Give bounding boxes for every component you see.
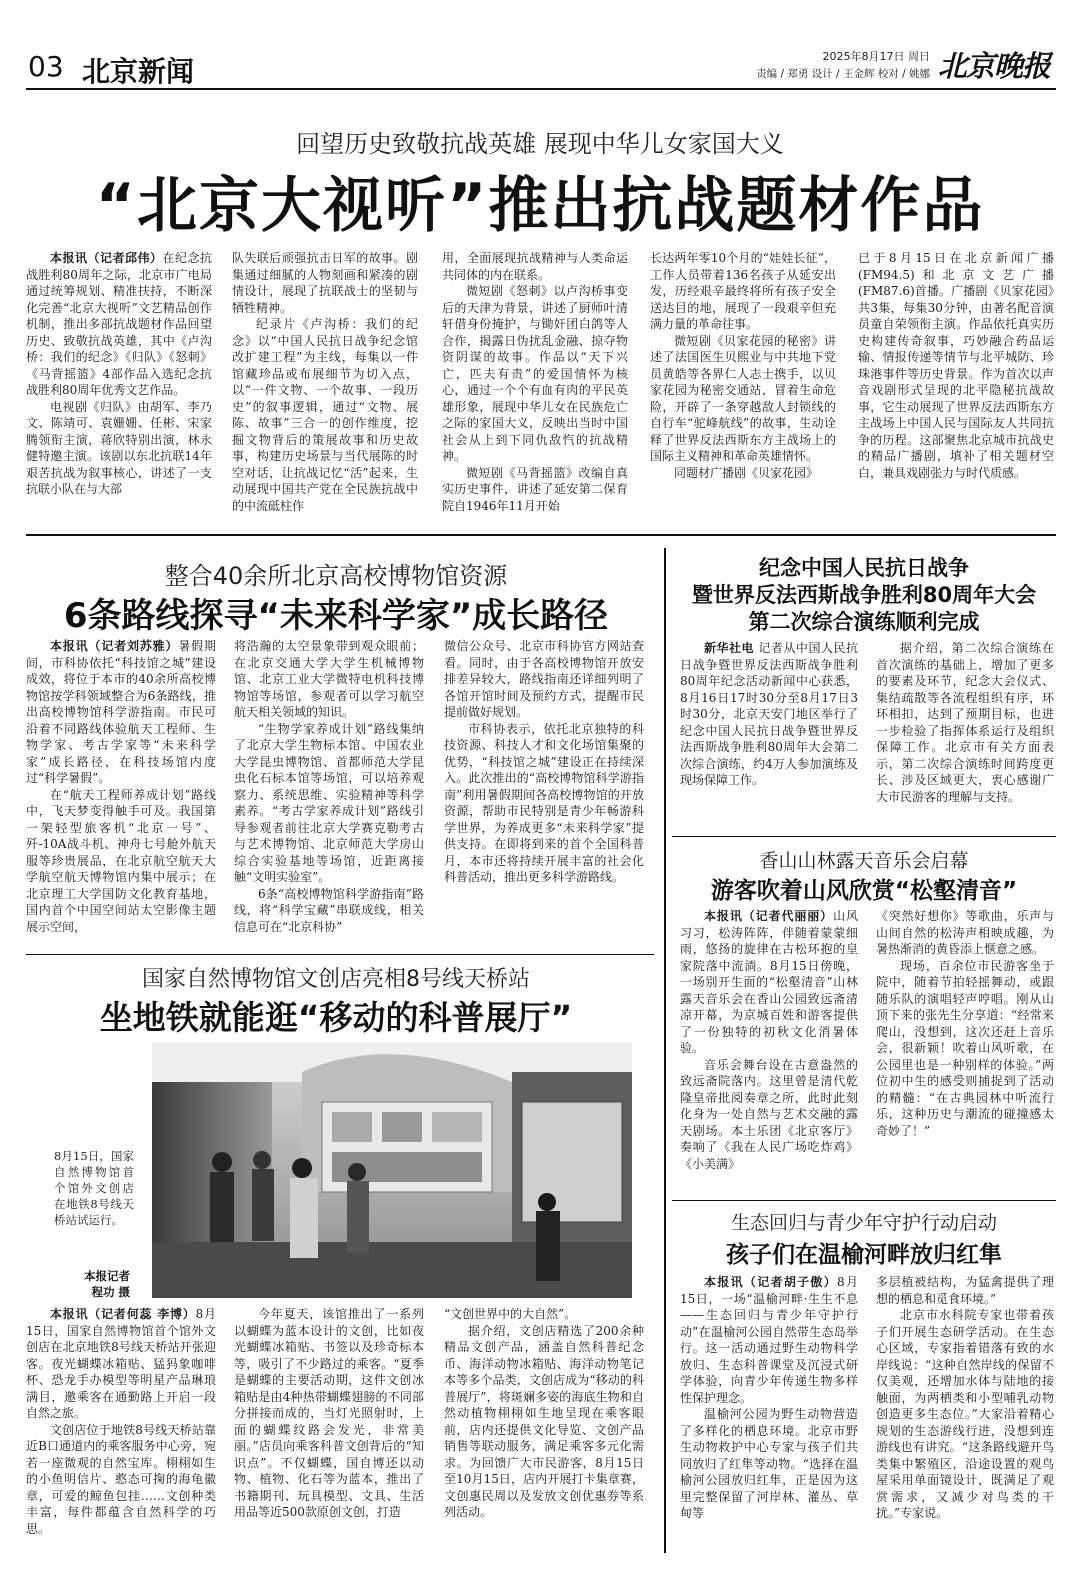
subway-shop-photo [152, 1042, 632, 1298]
article4-col3: “文创世界中的大自然”。 据介绍，文创店精选了200余种精品文创产品，涵盖自然科普纪念币、海洋动物冰箱贴、海洋动物笔记本等多个品类，文创店成为“移动的科普展厅”，将斑斓多姿的海底生物和自然动植物栩栩如生地呈现在乘客眼前，店内还提供文化导览、文创产品销售等联动服务，满足乘客多元化需求。为回馈广大市民游客，8月15日至10月15日，店内开展打卡集章赛，文创惠民周以及发放文创优惠券等系列活动。 [444, 1307, 644, 1519]
article3-col1: 新华社电 记者从中国人民抗日战争暨世界反法西斯战争胜利80周年纪念活动新闻中心获悉，8月16日17时30分至8月17日3时30分，北京天安门地区举行了纪念中国人民抗日战争暨世界反法西斯战争胜利80周年大会第二次综合演练，约4万人参加演练及现场保障工作。 [680, 641, 858, 787]
article2-col3: 微信公众号、北京市科协官方网站查看。同时，由于各高校博物馆开放安排差异较大，路线指南还详细列明了各馆开馆时间及预约方式，提醒市民提前做好规划。 市科协表示，依托北京独特的科技资源、科技人才和文化场馆集聚的优势，“科技馆之城”建设正在持续深入。此次推出的“高校博物馆科学游指南”利用暑假期间各高校博物馆的开放资源，帮助市民特别是青少年畅游科学世界，为养成更多“未来科学家”提供支持。在即将到来的首个全国科普月，本市还将持续开展丰富的社会化科普活动，推出更多科学游路线。 [444, 639, 644, 884]
article1-col3: 用，全面展现抗战精神与人类命运共同体的内在联系。 微短剧《怒刺》以卢沟桥事变后的天津为背景，讲述了厨师叶清轩借身份掩护，与锄奸团白鸽等人合作，揭露日伪扰乱金融、掠夺物资阴谋的故事。作品以“天下兴亡，匹夫有责”的爱国情怀为核心，通过一个个有血有肉的平民英雄形象，展现中华儿女在民族危亡之际的家国大义，反映出当时中国社会从上到下同仇敌忾的抗战精神。 微短剧《马背摇篮》改编自真实历史事件，讲述了延安第二保育院自1946年11月开始 [442, 251, 628, 513]
divider-a3 [672, 836, 1056, 837]
article3-col2: 据介绍，第二次综合演练在首次演练的基础上，增加了更多的要素及环节，纪念大会仪式、集结疏散等各流程组织有序，环环相扣，达到了预期目标，也进一步检验了指挥体系运行及组织保障工作。北京市有关方面表示，第二次综合演练时间跨度更长、涉及区域更大，衷心感谢广大市民游客的理解与支持。 [876, 641, 1054, 804]
article4-col1: 本报讯（记者何蕊 李博）8月15日，国家自然博物馆首个馆外文创店在北京地铁8号线天桥站开张迎客。夜光蝴蝶冰箱贴、猛犸象咖啡杯、恐龙手办模型等明星产品琳琅满目，邀乘客在通勤路上开启一段自然之旅。 文创店位于地铁8号线天桥站靠近B口通道内的乘客服务中心旁，宛若一座微观的自然宝库。栩栩如生的小鱼明信片、憨态可掬的海龟徽章，可爱的鲸鱼包挂……文创种类丰富，每件都蕴含自然科学的巧思。 [26, 1307, 216, 1536]
article2-lead: 本报讯（记者刘苏雅） [50, 639, 179, 653]
header-rule [26, 88, 1056, 90]
article4-headline: 坐地铁就能逛“移动的科普展厅” [99, 998, 573, 1037]
article3-title-line3: 第二次综合演练顺利完成 [748, 610, 980, 634]
article6-col2: 多层植被结构，为猛禽提供了理想的栖息和觅食环境。” 北京市水科院专家也带着孩子们开展生态研学活动。在生态心区域，专家指着错落有致的水岸线说：“这种自然岸线的保留不仅美观，还增加水体与陆地的接触面，为两栖类和小型哺乳动物创造更多生态位。”大家沿着精心规划的生态游线行进，没想到连游线也有讲究。“这条路线避开鸟类集中繁殖区，沿途设置的观鸟屋采用单面镜设计，既满足了观赏需求，又减少对鸟类的干扰。”专家说。 [876, 1275, 1054, 1520]
article5-col1: 本报讯（记者代丽丽）山风习习，松涛阵阵，伴随着蒙蒙细雨，悠扬的旋律在古松环抱的皇家院落中流淌。8月15日傍晚，一场别开生面的“松壑清音”山林露天音乐会在香山公园致远斋清凉开幕，为京城百姓和游客提供了一份独特的初秋文化消暑体验。 音乐会舞台设在古意盎然的致远斋院落内。这里曾是清代乾隆皇帝批阅奏章之所，此时此刻化身为一处自然与艺术交融的露天剧场。本土乐团《北京客厅》奏响了《我在人民广场吃炸鸡》《小美满》 [680, 909, 858, 1171]
issue-date: 2025年8月17日 周日 [822, 50, 930, 63]
article1-lead: 本报讯（记者邱伟） [50, 251, 163, 265]
article1-headline: “北京大视听”推出抗战题材作品 [95, 171, 985, 241]
photo-credit-name: 程功 摄 [91, 1285, 130, 1299]
article6-kicker: 生态回归与青少年守护行动启动 [730, 1212, 997, 1234]
article1-col2: 队失联后顽强抗击日军的故事。剧集通过细腻的人物刻画和紧凑的剧情设计，展现了抗联战士的坚韧与牺牲精神。 纪录片《卢沟桥：我们的纪念》以“中国人民抗日战争纪念馆改扩建工程”为主线，每集以一件馆藏珍品或布展细节为切入点，以“一件文物、一个故事、一段历史”的叙事逻辑，通过“文物、展陈、故事”三合一的创作维度，挖掘文物背后的策展故事和历史故事，构建历史场景与当代展陈的时空对话，让抗战记忆“活”起来，生动展现中国共产党在全民族抗战中的中流砥柱作 [232, 251, 418, 513]
article6-lead: 本报讯（记者胡子傲） [704, 1275, 838, 1289]
article3-title-line2: 暨世界反法西斯战争胜利80周年大会 [691, 583, 1037, 607]
article4-lead: 本报讯（记者何蕊 李博） [50, 1307, 196, 1321]
section-title: 北京新闻 [82, 55, 195, 88]
photo-credit-role: 本报记者 [84, 1269, 130, 1283]
article5-lead: 本报讯（记者代丽丽） [704, 909, 834, 923]
article3-lead: 新华社电 [704, 641, 755, 655]
article2-headline: 6条路线探寻“未来科学家”成长路径 [63, 596, 609, 636]
masthead-logo: 北京晚报 [938, 49, 1051, 83]
article4-col2: 今年夏天，该馆推出了一系列以蝴蝶为蓝本设计的文创，比如夜光蝴蝶冰箱贴、书签以及珍奇标本等，吸引了不少路过的乘客。“夏季是蝴蝶的主要活动期，这件文创冰箱贴是由4种热带蝴蝶翅膀的不同部分拼接而成的，当灯光照射时，上面的蝴蝶纹路会发光，非常美丽。”店员向乘客科普文创背后的“知识点”。不仅蝴蝶，国自博还以动物、植物、化石等为蓝本，推出了书籍期刊、玩具模型、文具、生活用品等近500款原创文创，打造 [234, 1307, 424, 1519]
article6-col1: 本报讯（记者胡子傲）8月15日，一场“温榆河畔·生生不息——生态回归与青少年守护行动”在温榆河公园自然带生态岛举行。这一活动通过野生动物科学放归、生态科普课堂及沉浸式研学体验，向青少年传递生物多样性保护理念。 温榆河公园为野生动物营造了多样化的栖息环境。北京市野生动物救护中心专家与孩子们共同放归了红隼等动物。“选择在温榆河公园放归红隼，正是因为这里完整保留了河岸林、灌丛、草甸等 [680, 1275, 858, 1520]
vertical-divider [664, 548, 666, 1553]
photo-caption: 8月15日，国家自然博物馆首个馆外文创店在地铁8号线天桥站试运行。 [54, 1149, 134, 1227]
article1-col4: 长达两年零10个月的“娃娃长征”，工作人员带着136名孩子从延安出发，历经艰辛最终将所有孩子安全送达目的地，展现了一段艰辛但充满力量的革命往事。 微短剧《贝家花园的秘密》讲述了法国医生贝熙业与中共地下党员黄皓等各界仁人志士携手，以贝家花园为秘密交通站，冒着生命危险，开辟了一条穿越敌人封锁线的自行车“驼峰航线”的故事，生动诠释了世界反法西斯东方主战场上的国际主义精神和革命英雄情怀。 同题材广播剧《贝家花园》 [650, 251, 836, 480]
article6-headline: 孩子们在温榆河畔放归红隼 [726, 1242, 1002, 1268]
divider-a5 [672, 1200, 1056, 1201]
page-number: 03 [28, 50, 64, 83]
article5-kicker: 香山山林露天音乐会启幕 [759, 850, 969, 872]
editor-credits: 责编 / 郑勇 设计 / 王金辉 校对 / 姚娜 [756, 68, 930, 80]
article2-col2: 将浩瀚的太空景象带到观众眼前；在北京交通大学大学生机械博物馆、北京工业大学微特电机科技博物馆等场馆，参观者可以学习航空航天相关领域的知识。 “生物学家养成计划”路线集纳了北京大学生物标本馆、中国农业大学昆虫博物馆、首都师范大学昆虫化石标本馆等场馆，可以培养观察力、系统思维、实验精神等科学素养。“考古学家养成计划”路线引导参观者前往北京大学赛克勒考古与艺术博物馆、北京师范大学房山综合实验基地等场馆，近距离接触“文明实验室”。 6条“高校博物馆科学游指南”路线，将“科学宝藏”串联成线，相关信息可在“北京科协” [234, 639, 424, 934]
article4-kicker: 国家自然博物馆文创店亮相8号线天桥站 [142, 967, 530, 992]
article2-col1: 本报讯（记者刘苏雅）暑假期间，市科协依托“科技馆之城”建设成效，将位于本市的40余所高校博物馆按学科领域整合为6条路线，推出高校博物馆科学游指南。市民可沿着不同路线体验航天工程师、生物学家、考古学家等“未来科学家”成长路径，在科技场馆内度过“科学暑假”。 在“航天工程师养成计划”路线中，飞天梦变得触手可及。我国第一架轻型旅客机“北京一号”、歼-10A战斗机、神舟七号舱外航天服等珍贵展品，在北京航空航天大学航空航天博物馆内集中展示；在北京理工大学国防文化教育基地，国内首个中国空间站太空影像主题展示空间， [26, 639, 216, 934]
article5-col2: 《突然好想你》等歌曲，乐声与山间自然的松涛声相映成趣，为暑热渐消的黄昏添上惬意之感。 现场，百余位市民游客坐于院中，随着节拍轻摇舞动，或跟随乐队的演唱轻声哼唱。刚从山顶下来的张先生分享道：“经常来爬山，没想到，这次还赶上音乐会，很新颖！吹着山风听歌，在公园里也是一种别样的体验。”两位初中生的感受则捕捉到了活动的精髓：“在古典园林中听流行乐，这种历史与潮流的碰撞感太奇妙了！” [876, 909, 1054, 1138]
divider-a2 [26, 954, 654, 955]
article1-col1: 本报讯（记者邱伟）在纪念抗战胜利80周年之际，北京市广电局通过统筹规划、精准扶持，不断深化完善“北京大视听”文艺精品创作机制，推出多部抗战题材作品回望历史、致敬抗战英雄，其中《卢沟桥：我们的纪念》《归队》《怒刺》《马背摇篮》4部作品入选纪念抗战胜利80周年优秀文艺作品。 电视剧《归队》由胡军、李乃文、陈靖可、袁姗姗、任彬、宋家腾领衔主演，蒋欣特别出演，林永健特邀主演。该剧以东北抗联14年艰苦抗战为叙事核心，讲述了一支抗联小队在与大部 [26, 251, 212, 496]
article5-headline: 游客吹着山风欣赏“松壑清音” [710, 878, 1018, 904]
divider-a1 [26, 534, 1056, 536]
news-photo [152, 1042, 632, 1298]
article2-kicker: 整合40余所北京高校博物馆资源 [164, 562, 508, 590]
article1-kicker: 回望历史致敬抗战英雄 展现中华儿女家国大义 [296, 130, 784, 158]
article3-title-line1: 纪念中国人民抗日战争 [759, 556, 969, 580]
article1-col5: 已于8月15日在北京新闻广播(FM94.5)和北京文艺广播(FM87.6)首播。广播剧《贝家花园》共3集，每集30分钟，由著名配音演员童自荣领衔主演。作品依托真实历史构建传奇叙事，巧妙融合药品运输、情报传递等情节与北平城防、珍珠港事件等历史背景。作为首次以声音戏剧形式呈现的北平隐秘抗战故事，它生动展现了世界反法西斯东方主战场上中国人民与国际友人共同抗争的历程。这部聚焦北京城市抗战史的精品广播剧，填补了相关题材空白，兼具戏剧张力与时代质感。 [858, 251, 1054, 480]
